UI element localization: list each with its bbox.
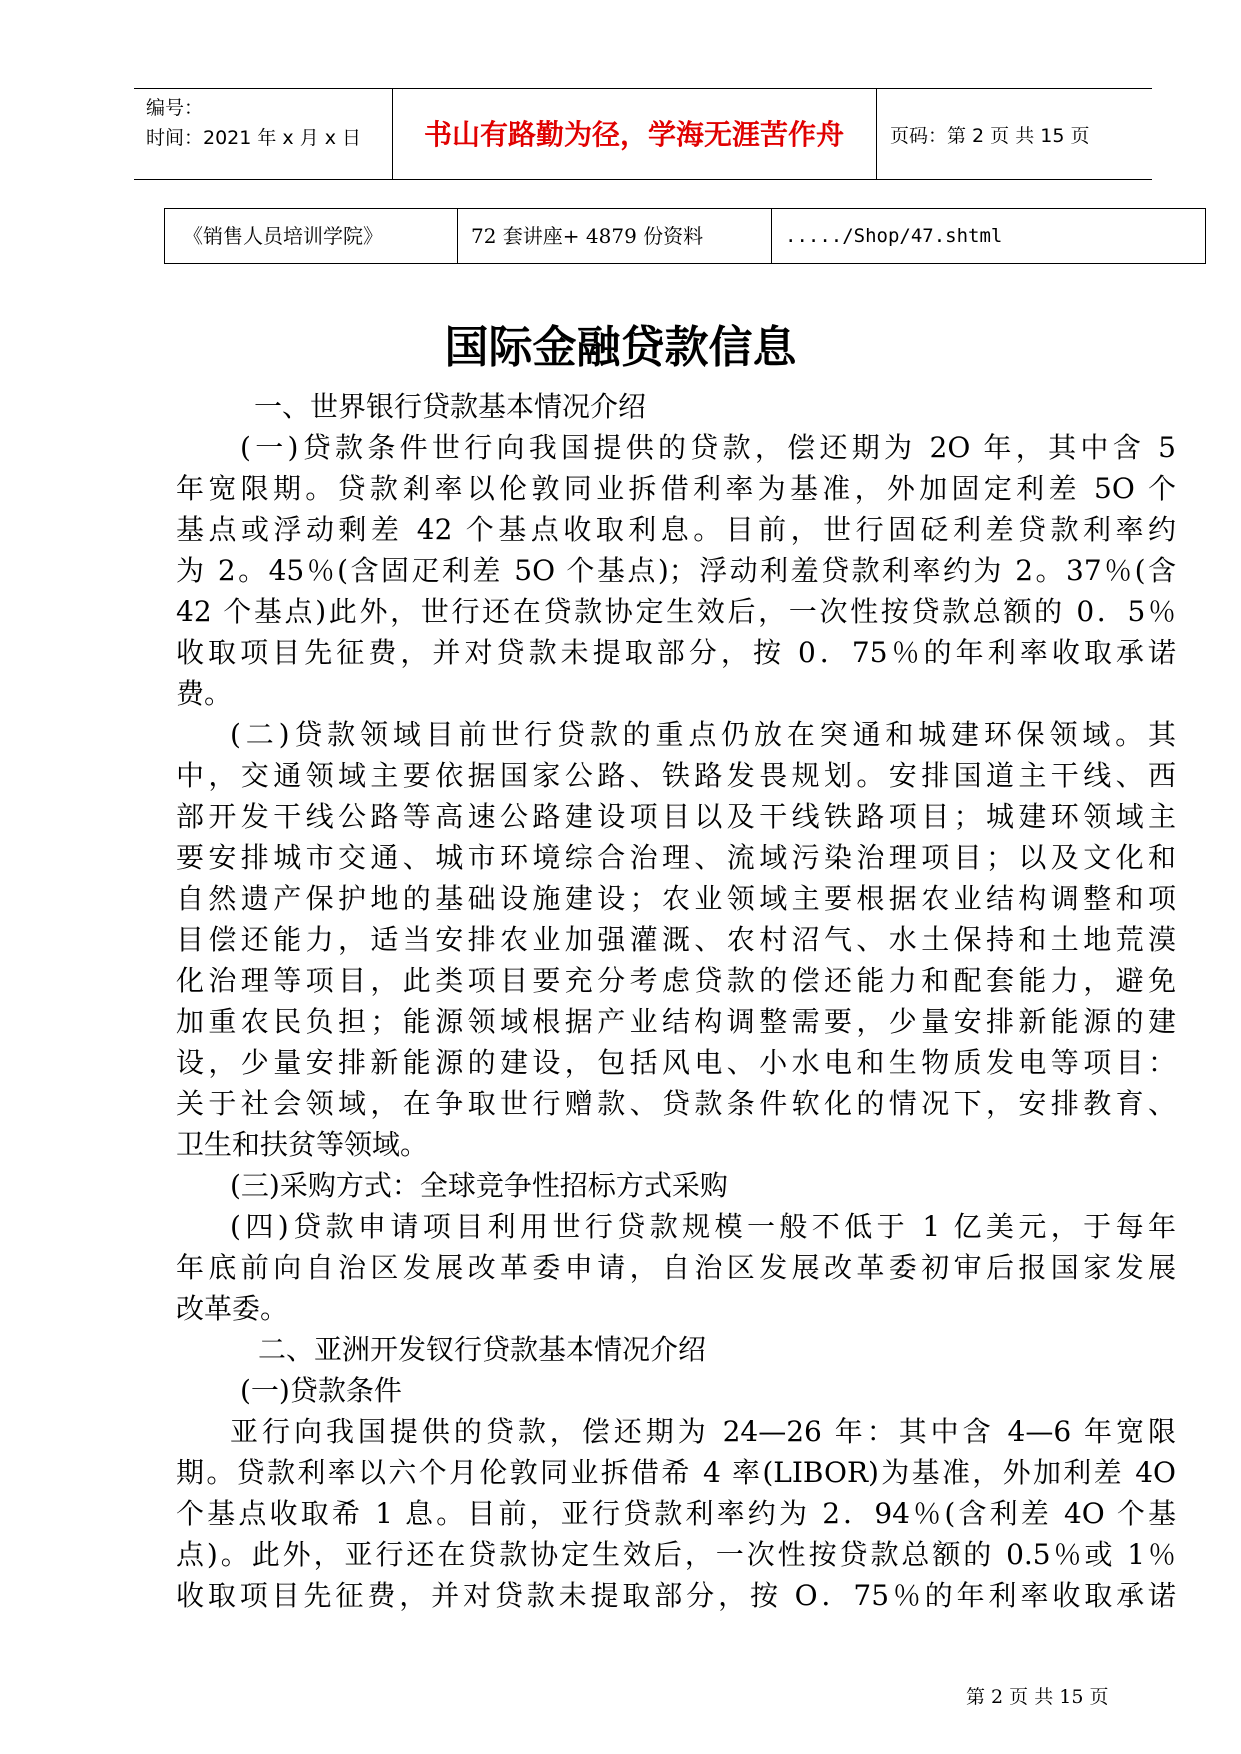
paragraph-line: 要安排城市交通、城市环境综合治理、流域污染治理项目；以及文化和 [176,841,1176,874]
paragraph-line: 收取项目先征费，并对贷款未提取部分，按 O．75％的年利率收取承诺 [176,1579,1176,1612]
ad-table-divider [457,209,458,263]
paragraph-line: 亚行向我国提供的贷款，偿还期为 24—26 年：其中含 4—6 年宽限 [230,1415,1176,1448]
paragraph-line: (一)贷款条件世行向我国提供的贷款，偿还期为 2O 年，其中含 5 [240,431,1176,464]
document-header [134,88,1152,180]
paragraph-line: 目偿还能力，适当安排农业加强灌溉、农村沼气、水土保持和土地荒漠 [176,923,1176,956]
header-meta [146,93,361,153]
paragraph-line: 42 个基点)此外，世行还在贷款协定生效后，一次性按贷款总额的 0．5％ [176,595,1176,628]
page-footer: 第 2 页 共 15 页 [966,1686,1109,1708]
paragraph-line: 收取项目先征费，并对贷款未提取部分，按 0．75％的年利率收取承诺 [176,636,1176,669]
ad-cell-link[interactable]: ...../Shop/47.shtml [785,225,1003,247]
ad-table [164,208,1206,264]
header-divider [876,89,877,179]
paragraph-line: (二)贷款领域目前世行贷款的重点仍放在突通和城建环保领域。其 [230,718,1176,751]
body-text [176,386,1176,1616]
paragraph-line: 点)。此外，亚行还在贷款协定生效后，一次性按贷款总额的 0.5％或 1％ [176,1538,1176,1571]
paragraph-line: 个基点收取希 1 息。目前，亚行贷款利率约为 2．94％(含利差 4O 个基 [176,1497,1176,1530]
paragraph-line: 中，交通领域主要依据国家公路、铁路发畏规划。安排国道主干线、西 [176,759,1176,792]
ad-cell-count: 72 套讲座+ 4879 份资料 [471,224,704,248]
section-heading: 一、世界银行贷款基本情况介绍 [254,390,647,423]
paragraph-line: 加重农民负担；能源领域根据产业结构调整需要，少量安排新能源的建 [176,1005,1176,1038]
paragraph-line: 改革委。 [176,1292,289,1325]
paragraph-line: 设，少量安排新能源的建设，包括风电、小水电和生物质发电等项目： [176,1046,1176,1079]
paragraph-line: 自然遗产保护地的基础设施建设；农业领域主要根据农业结构调整和项 [176,882,1176,915]
time-label: 时间：2021 年 x 月 x 日 [146,127,362,149]
section-heading: 二、亚洲开发钗行贷款基本情况介绍 [258,1333,707,1366]
paragraph-line: 部开发干线公路等高速公路建设项目以及干线铁路项目；城建环领域主 [176,800,1176,833]
paragraph-line: 关于社会领域，在争取世行赠款、贷款条件软化的情况下，安排教育、 [176,1087,1176,1120]
paragraph-line: (三)采购方式：全球竞争性招标方式采购 [230,1169,728,1202]
paragraph-line: 化治理等项目，此类项目要充分考虑贷款的偿还能力和配套能力，避免 [176,964,1176,997]
page-title: 国际金融贷款信息 [444,322,797,373]
paragraph-line: 年底前向自治区发展改革委申请，自治区发展改革委初审后报国家发展 [176,1251,1176,1284]
subsection-heading: (一)贷款条件 [240,1374,402,1407]
header-motto: 书山有路勤为径，学海无涯苦作舟 [423,118,844,151]
paragraph-line: 卫生和扶贫等领域。 [176,1128,429,1161]
ad-table-divider [771,209,772,263]
paragraph-line: 费。 [176,677,233,710]
paragraph-line: 年宽限期。贷款剎率以伦敦同业拆借利率为基准，外加固定利差 5O 个 [176,472,1176,505]
ad-cell-title: 《销售人员培训学院》 [183,224,383,248]
header-divider [392,89,393,179]
paragraph-line: (四)贷款申请项目利用世行贷款规模一般不低于 1 亿美元，于每年 [230,1210,1176,1243]
paragraph-line: 为 2。45％(含固疋利差 5O 个基点)；浮动利羞贷款利率约为 2。37％(含 [176,554,1176,587]
paragraph-line: 期。贷款利率以六个月伦敦同业拆借希 4 率(LIBOR)为基准，外加利差 4O [176,1456,1176,1489]
paragraph-line: 基点或浮动剩差 42 个基点收取利息。目前，世行固砭利差贷款利率约 [176,513,1176,546]
number-label: 编号： [146,97,204,119]
header-page-info: 页码：第 2 页 共 15 页 [890,125,1090,147]
